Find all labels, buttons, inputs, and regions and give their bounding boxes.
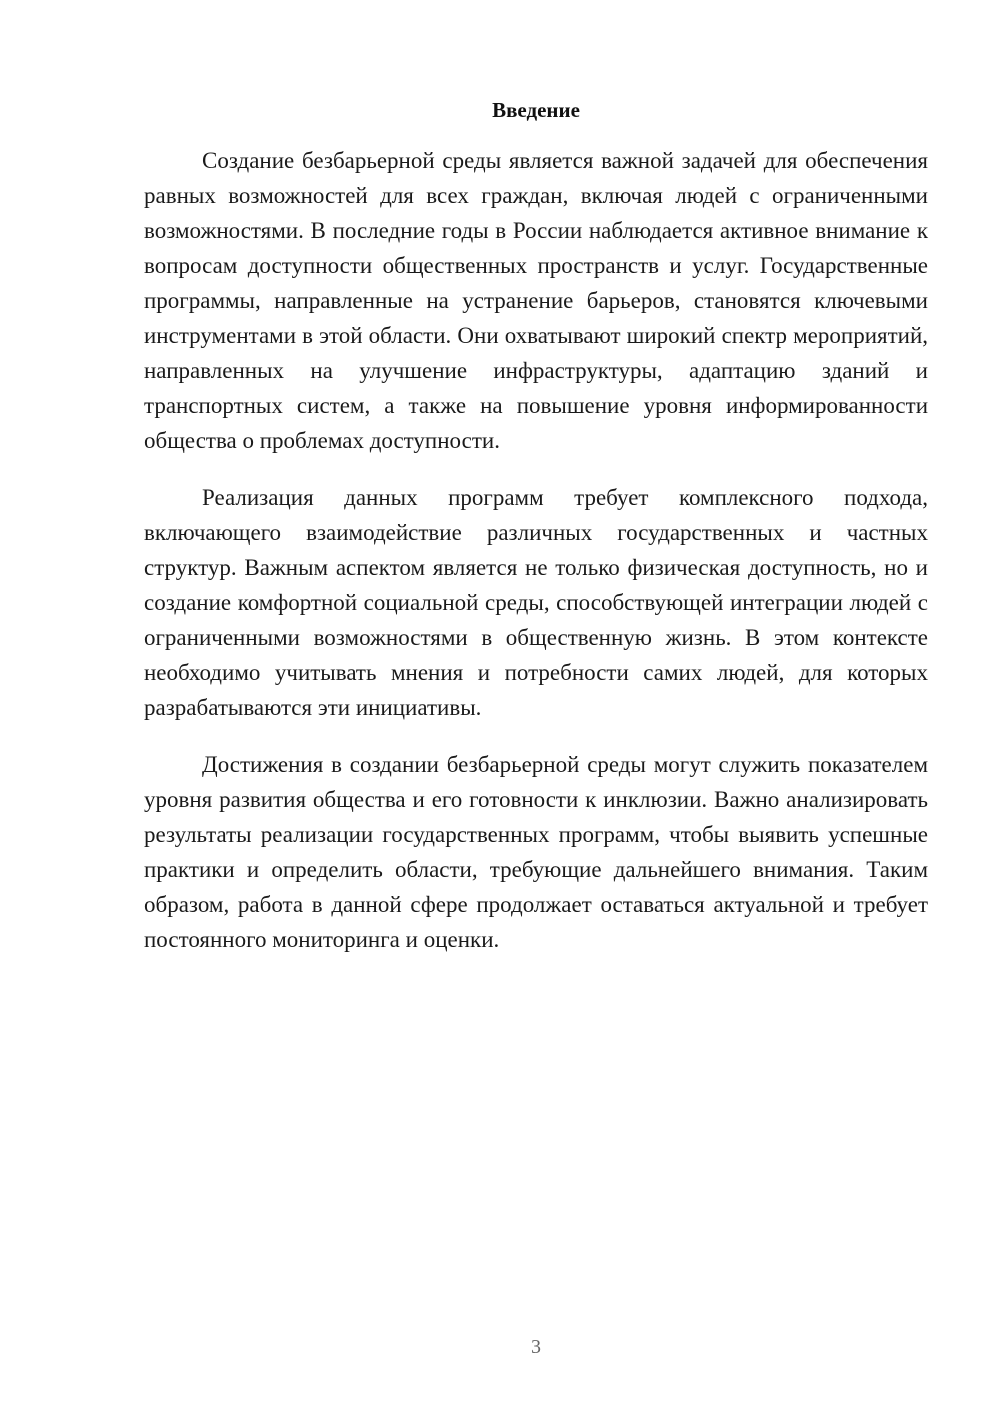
document-body xyxy=(144,143,928,957)
paragraph-3: Достижения в создании безбарьерной среды могут служить показателем уровня развития общества и его готовности к инклюзии. Важно анализировать результаты реализации государственных программ, чтобы выявить успешные практики и определить области, требующие дальнейшего внимания. Таким образом, работа в данной сфере продолжает оставаться актуальной и требует постоянного мониторинга и оценки. xyxy=(144,752,928,952)
section-heading: Введение xyxy=(492,98,580,122)
paragraph-1: Создание безбарьерной среды является важной задачей для обеспечения равных возможностей для всех граждан, включая людей с ограниченными возможностями. В последние годы в России наблюдается активное внимание к вопросам доступности общественных пространств и услуг. Государственные программы, направленные на устранение барьеров, становятся ключевыми инструментами в этой области. Они охватывают широкий спектр мероприятий, направленных на улучшение инфраструктуры, адаптацию зданий и транспортных систем, а также на повышение уровня информированности общества о проблемах доступности. xyxy=(144,148,928,453)
page-number: 3 xyxy=(531,1336,541,1358)
paragraph-2: Реализация данных программ требует комплексного подхода, включающего взаимодействие различных государственных и частных структур. Важным аспектом является не только физическая доступность, но и создание комфортной социальной среды, способствующей интеграции людей с ограниченными возможностями в общественную жизнь. В этом контексте необходимо учитывать мнения и потребности самих людей, для которых разрабатываются эти инициативы. xyxy=(144,485,928,720)
